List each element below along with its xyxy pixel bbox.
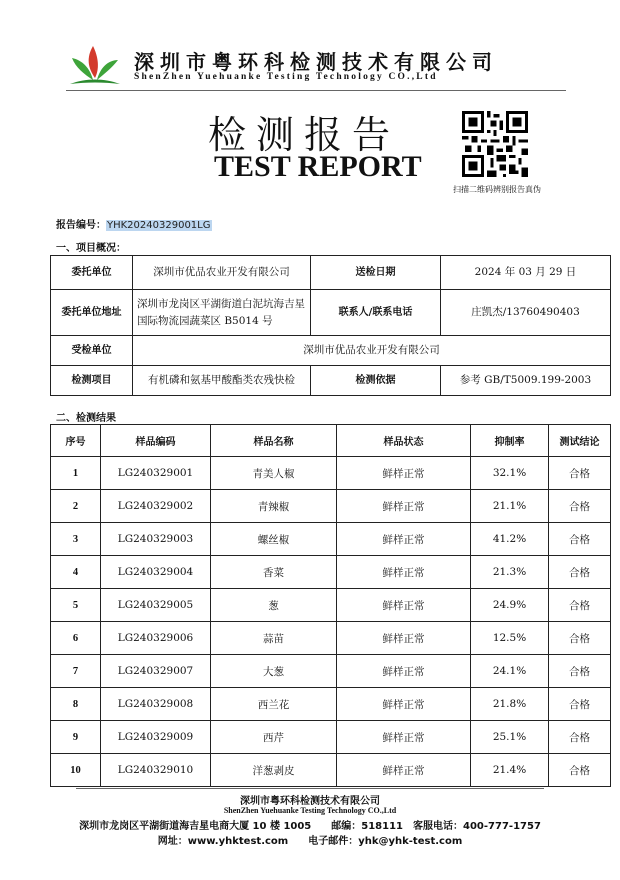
sample-state: 鲜样正常	[337, 721, 471, 754]
conclusion: 合格	[549, 721, 611, 754]
footer-divider	[76, 788, 544, 789]
conclusion: 合格	[549, 523, 611, 556]
test-basis-value: 参考 GB/T5009.199-2003	[441, 366, 611, 396]
col-header-sample-code: 样品编码	[101, 425, 211, 457]
header-divider	[66, 90, 566, 91]
report-title-en: TEST REPORT	[214, 150, 422, 183]
table-row	[51, 490, 611, 523]
row-index: 6	[51, 622, 101, 655]
inhibition-rate: 24.1%	[471, 655, 549, 688]
report-number-label: 报告编号：	[56, 220, 106, 231]
conclusion: 合格	[549, 754, 611, 787]
row-index: 3	[51, 523, 101, 556]
row-index: 8	[51, 688, 101, 721]
col-header-conclusion: 测试结论	[549, 425, 611, 457]
table-row	[51, 622, 611, 655]
inspected-unit-label: 受检单位	[51, 336, 133, 366]
client-address-label: 委托单位地址	[51, 290, 133, 336]
sample-state: 鲜样正常	[337, 490, 471, 523]
overview-row	[51, 336, 611, 366]
footer-company-en: ShenZhen Yuehuanke Testing Technology CO.,Ltd	[223, 806, 397, 815]
report-title-cn: 检测报告	[208, 113, 401, 157]
overview-row	[51, 290, 611, 336]
sample-name: 蒜苗	[211, 622, 337, 655]
sample-name: 大葱	[211, 655, 337, 688]
client-label: 委托单位	[51, 256, 133, 290]
sample-code: LG240329004	[101, 556, 211, 589]
section-title-overview: 一、项目概况：	[56, 243, 126, 254]
table-row	[51, 589, 611, 622]
table-row	[51, 721, 611, 754]
qr-code-icon	[462, 111, 528, 177]
inhibition-rate: 21.3%	[471, 556, 549, 589]
table-row	[51, 556, 611, 589]
test-basis-label: 检测依据	[311, 366, 441, 396]
sample-code: LG240329008	[101, 688, 211, 721]
conclusion: 合格	[549, 457, 611, 490]
overview-row	[51, 256, 611, 290]
sample-name: 螺丝椒	[211, 523, 337, 556]
footer-contact: 网址：www.yhktest.com 电子邮件：yhk@yhk-test.com	[157, 836, 463, 847]
sample-name: 西芹	[211, 721, 337, 754]
send-date-label: 送检日期	[311, 256, 441, 290]
company-name-cn: 深圳市粤环科检测技术有限公司	[134, 50, 498, 74]
sample-state: 鲜样正常	[337, 688, 471, 721]
table-row	[51, 754, 611, 787]
inhibition-rate: 21.8%	[471, 688, 549, 721]
row-index: 10	[51, 754, 101, 787]
row-index: 5	[51, 589, 101, 622]
report-number	[56, 216, 212, 231]
sample-code: LG240329009	[101, 721, 211, 754]
sample-name: 青美人椒	[211, 457, 337, 490]
client-value: 深圳市优品农业开发有限公司	[133, 256, 311, 290]
sample-code: LG240329005	[101, 589, 211, 622]
table-row	[51, 457, 611, 490]
sample-code: LG240329006	[101, 622, 211, 655]
qr-caption: 扫描二维码辨别报告真伪	[453, 185, 541, 194]
row-index: 4	[51, 556, 101, 589]
sample-name: 葱	[211, 589, 337, 622]
footer-address: 深圳市龙岗区平湖街道海吉星电商大厦 10 楼 1005 邮编：518111 客服电话：400-777-1757	[79, 821, 541, 832]
sample-state: 鲜样正常	[337, 754, 471, 787]
sample-state: 鲜样正常	[337, 622, 471, 655]
inhibition-rate: 24.9%	[471, 589, 549, 622]
inhibition-rate: 21.1%	[471, 490, 549, 523]
table-row	[51, 523, 611, 556]
contact-value: 庄凯杰/13760490403	[441, 290, 611, 336]
row-index: 1	[51, 457, 101, 490]
col-header-sample-state: 样品状态	[337, 425, 471, 457]
client-address-value: 深圳市龙岗区平湖街道白泥坑海吉星国际物流园蔬菜区 B5014 号	[133, 290, 311, 336]
conclusion: 合格	[549, 556, 611, 589]
inhibition-rate: 21.4%	[471, 754, 549, 787]
test-item-value: 有机磷和氨基甲酸酯类农残快检	[133, 366, 311, 396]
table-row	[51, 655, 611, 688]
inhibition-rate: 12.5%	[471, 622, 549, 655]
sample-state: 鲜样正常	[337, 457, 471, 490]
col-header-inhibition-rate: 抑制率	[471, 425, 549, 457]
sample-code: LG240329001	[101, 457, 211, 490]
test-item-label: 检测项目	[51, 366, 133, 396]
report-number-value[interactable]: YHK20240329001LG	[107, 220, 211, 231]
conclusion: 合格	[549, 589, 611, 622]
inhibition-rate: 32.1%	[471, 457, 549, 490]
send-date-value: 2024 年 03 月 29 日	[441, 256, 611, 290]
sample-name: 西兰花	[211, 688, 337, 721]
company-logo	[66, 38, 124, 90]
sample-state: 鲜样正常	[337, 655, 471, 688]
sample-code: LG240329007	[101, 655, 211, 688]
col-header-sample-name: 样品名称	[211, 425, 337, 457]
contact-label: 联系人/联系电话	[311, 290, 441, 336]
sample-code: LG240329002	[101, 490, 211, 523]
results-header-row	[51, 425, 611, 457]
row-index: 7	[51, 655, 101, 688]
sample-name: 香菜	[211, 556, 337, 589]
table-row	[51, 688, 611, 721]
inspected-unit-value: 深圳市优品农业开发有限公司	[133, 336, 611, 366]
project-overview-table	[50, 255, 611, 396]
sample-code: LG240329010	[101, 754, 211, 787]
col-header-index: 序号	[51, 425, 101, 457]
overview-row	[51, 366, 611, 396]
conclusion: 合格	[549, 688, 611, 721]
footer-company-cn: 深圳市粤环科检测技术有限公司	[240, 796, 380, 807]
inhibition-rate: 41.2%	[471, 523, 549, 556]
sample-code: LG240329003	[101, 523, 211, 556]
sample-name: 洋葱剥皮	[211, 754, 337, 787]
sample-state: 鲜样正常	[337, 556, 471, 589]
conclusion: 合格	[549, 622, 611, 655]
row-index: 2	[51, 490, 101, 523]
sample-state: 鲜样正常	[337, 523, 471, 556]
sample-name: 青辣椒	[211, 490, 337, 523]
row-index: 9	[51, 721, 101, 754]
conclusion: 合格	[549, 490, 611, 523]
inhibition-rate: 25.1%	[471, 721, 549, 754]
sample-state: 鲜样正常	[337, 589, 471, 622]
conclusion: 合格	[549, 655, 611, 688]
section-title-results: 二、检测结果	[56, 413, 116, 424]
company-name-en: ShenZhen Yuehuanke Testing Technology CO.,Ltd	[134, 72, 438, 82]
test-results-table	[50, 424, 611, 787]
